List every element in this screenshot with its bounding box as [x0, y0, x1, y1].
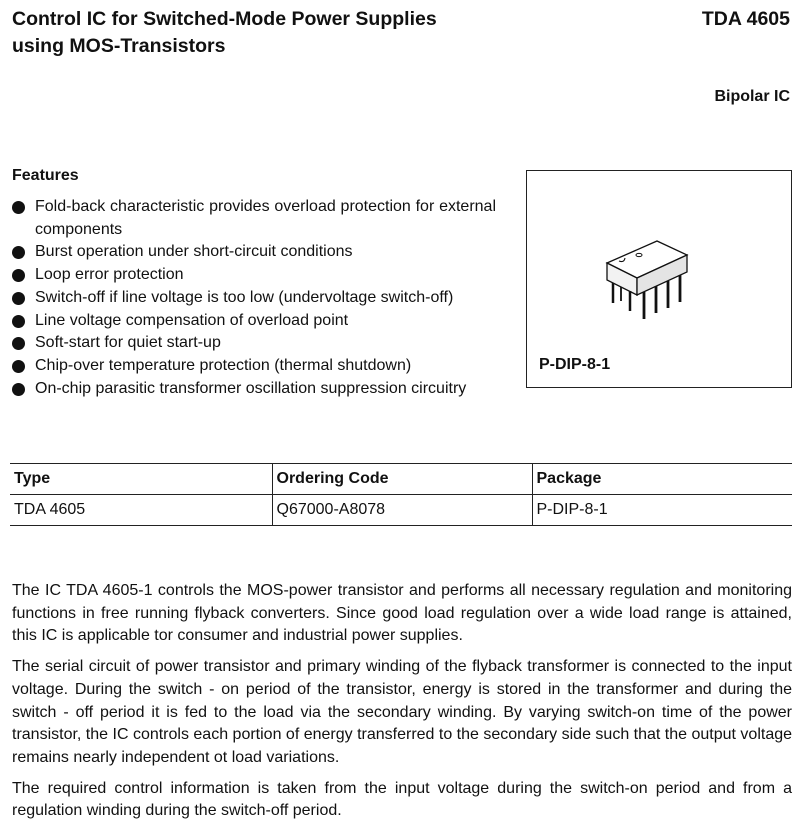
bullet-icon: [12, 315, 25, 328]
features-heading: Features: [12, 167, 79, 184]
feature-item: [12, 355, 496, 378]
bullet-icon: [12, 292, 25, 305]
features-list: [12, 196, 496, 400]
column-header-ordering-code: Ordering Code: [272, 464, 532, 495]
part-number: TDA 4605: [701, 8, 790, 30]
cell-ordering-code: Q67000-A8078: [272, 495, 532, 526]
feature-text: Burst operation under short-circuit conditions: [35, 243, 353, 261]
ordering-table: [10, 463, 792, 526]
bullet-icon: [12, 246, 25, 259]
column-header-type: Type: [10, 464, 272, 495]
technology-label: Bipolar IC: [714, 88, 790, 105]
title-line-1: Control IC for Switched-Mode Power Supplies: [12, 8, 437, 30]
package-figure: [526, 170, 792, 388]
description-paragraph: The serial circuit of power transistor and primary winding of the flyback transformer is connected to the input voltage. During the switch - on period of the transistor, energy is stored in the transformer and during the switch - off period it is fed to the load via the secondary winding. By varying switch-on time of the power transistor, the IC controls each portion of energy transferred to the secondary side such that the output voltage remains nearly independent ot load variations.: [12, 658, 793, 766]
feature-text: Loop error protection: [35, 266, 184, 284]
table-row: [10, 495, 792, 526]
column-header-package: Package: [532, 464, 792, 495]
bullet-icon: [12, 269, 25, 282]
feature-item: [12, 196, 496, 241]
feature-item: [12, 378, 496, 401]
dip8-package-icon: [597, 233, 697, 328]
bullet-icon: [12, 201, 25, 214]
bullet-icon: [12, 337, 25, 350]
feature-text: Line voltage compensation of overload point: [35, 311, 349, 329]
cell-package: P-DIP-8-1: [532, 495, 792, 526]
bullet-icon: [12, 360, 25, 373]
feature-item: [12, 264, 496, 287]
bullet-icon: [12, 383, 25, 396]
feature-text: Fold-back characteristic provides overload protection for external components: [35, 198, 496, 238]
feature-item: [12, 310, 496, 333]
title-line-2: using MOS-Transistors: [12, 35, 226, 57]
description-paragraph: The IC TDA 4605-1 controls the MOS-power transistor and performs all necessary regulation and monitoring functions in free running flyback converters. Since good load regulation over a wide load range is attained, this IC is applicable tor consumer and industrial power supplies.: [12, 582, 792, 645]
feature-text: Chip-over temperature protection (thermal shutdown): [35, 356, 412, 374]
feature-item: [12, 241, 496, 264]
table-header-row: [10, 464, 792, 495]
feature-item: [12, 287, 496, 310]
feature-text: Soft-start for quiet start-up: [35, 334, 221, 352]
cell-type: TDA 4605: [10, 495, 272, 526]
feature-item: [12, 332, 496, 355]
feature-text: Switch-off if line voltage is too low (undervoltage switch-off): [35, 288, 454, 306]
description-paragraph: The required control information is taken from the input voltage during the switch-on period and from a regulation winding during the switch-off period.: [12, 779, 792, 820]
feature-text: On-chip parasitic transformer oscillation suppression circuitry: [35, 379, 467, 397]
package-label: P-DIP-8-1: [539, 356, 611, 373]
document-title: [12, 6, 572, 60]
description: [12, 580, 792, 831]
